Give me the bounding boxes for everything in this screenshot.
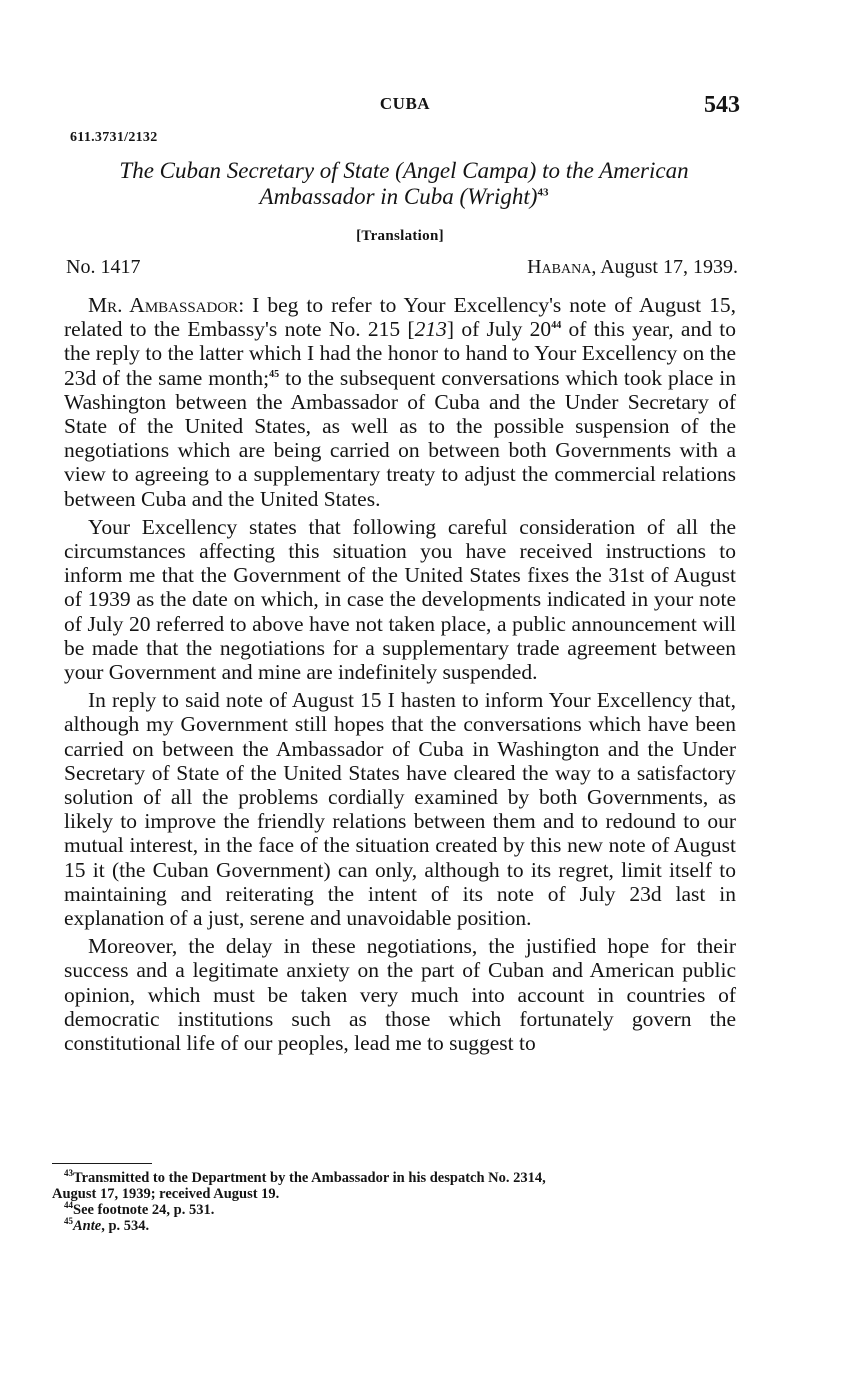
page-number: 543 <box>704 92 740 118</box>
footnote-text: See footnote 24, p. 531. <box>73 1202 215 1218</box>
footnote-divider <box>52 1163 152 1164</box>
salutation: Mr. Ambassador <box>88 293 239 317</box>
footnote-marker: 45 <box>64 1216 73 1227</box>
document-title-line-2-text: Ambassador in Cuba (Wright) <box>259 184 538 209</box>
place-and-date <box>527 256 738 279</box>
document-number: No. 1417 <box>66 256 141 278</box>
running-head <box>0 92 862 122</box>
document-title-line-2 <box>66 184 742 210</box>
paragraph-1-seg-3: of this year, and to the reply to the latter which I had the honor to hand to Your Excellency on the 23d of the same month; <box>64 317 736 390</box>
footnote-45 <box>52 1218 732 1234</box>
letter-body <box>64 293 736 1059</box>
date: , August 17, 1939. <box>591 256 738 278</box>
document-title <box>66 158 742 210</box>
footnotes <box>52 1170 732 1234</box>
paragraph-1 <box>64 293 736 511</box>
footnote-ref-44[interactable]: 44 <box>551 320 562 332</box>
footnote-43-continuation: August 17, 1939; received August 19. <box>52 1186 280 1202</box>
footnote-italic: Ante <box>73 1218 102 1234</box>
footnote-text: Transmitted to the Department by the Ambassador in his despatch No. 2314, <box>73 1170 546 1186</box>
paragraph-1-seg-4: to the subsequent conversations which took place in Washington between the Ambassador of Cuba and the Under Secretary of State of the United States, as well as to the possible suspension of the negotiations which are being carried on between both Governments with a view to agreeing to a supplementary treaty to adjust the commercial relations between Cuba and the United States. <box>64 365 736 511</box>
paragraph-1-italic-correction: 213 <box>414 317 447 342</box>
paragraph-2: Your Excellency states that following careful consideration of all the circumstances affecting this situation you have received instructions to inform me that the Government of the United States fixes the 31st of August of 1939 as the date on which, in case the developments indicated in your note of July 20 referred to above have not taken place, a public announcement will be made that the negotiations for a supplementary trade agreement between your Government and mine are indefinitely suspended. <box>64 514 736 685</box>
paragraph-4: Moreover, the delay in these negotiations, the justified hope for their success and a legitimate anxiety on the part of Cuban and American public opinion, which must be taken very much into account in countries of democratic institutions such as those which fortunately govern the constitutional life of our peoples, lead me to suggest to <box>64 934 736 1056</box>
footnote-ref-45[interactable]: 45 <box>269 368 280 380</box>
document-title-line-1: The Cuban Secretary of State (Angel Campa) to the American <box>119 158 689 183</box>
footnote-marker: 44 <box>64 1200 73 1211</box>
footnote-marker: 43 <box>64 1168 73 1179</box>
footnote-text: , p. 534. <box>101 1218 150 1234</box>
paragraph-1-seg-2: ] of July 20 <box>446 317 552 342</box>
footnote-44 <box>52 1202 732 1218</box>
footnote-ref-43[interactable]: 43 <box>537 186 549 199</box>
footnote-43 <box>52 1170 732 1186</box>
place: Habana <box>527 256 592 278</box>
paragraph-1-seg-1: : I beg to refer to Your Excellency's note of August 15, related to the Embassy's note No. 215 [ <box>64 293 736 342</box>
file-number: 611.3731/2132 <box>70 130 158 145</box>
translation-note: [Translation] <box>356 228 444 244</box>
running-title: CUBA <box>379 94 431 113</box>
paragraph-3: In reply to said note of August 15 I hasten to inform Your Excellency that, although my Government still hopes that the conversations which have been carried on between the Ambassador of Cuba in Washington and the Under Secretary of State of the United States have cleared the way to a satisfactory solution of all the problems cordially examined by both Governments, as likely to improve the friendly relations between them and to redound to our mutual interest, in the face of the situation created by this new note of August 15 it (the Cuban Government) can only, although to its regret, limit itself to maintaining and reiterating the intent of its note of July 23d last in explanation of a just, serene and unavoidable position. <box>64 688 736 931</box>
